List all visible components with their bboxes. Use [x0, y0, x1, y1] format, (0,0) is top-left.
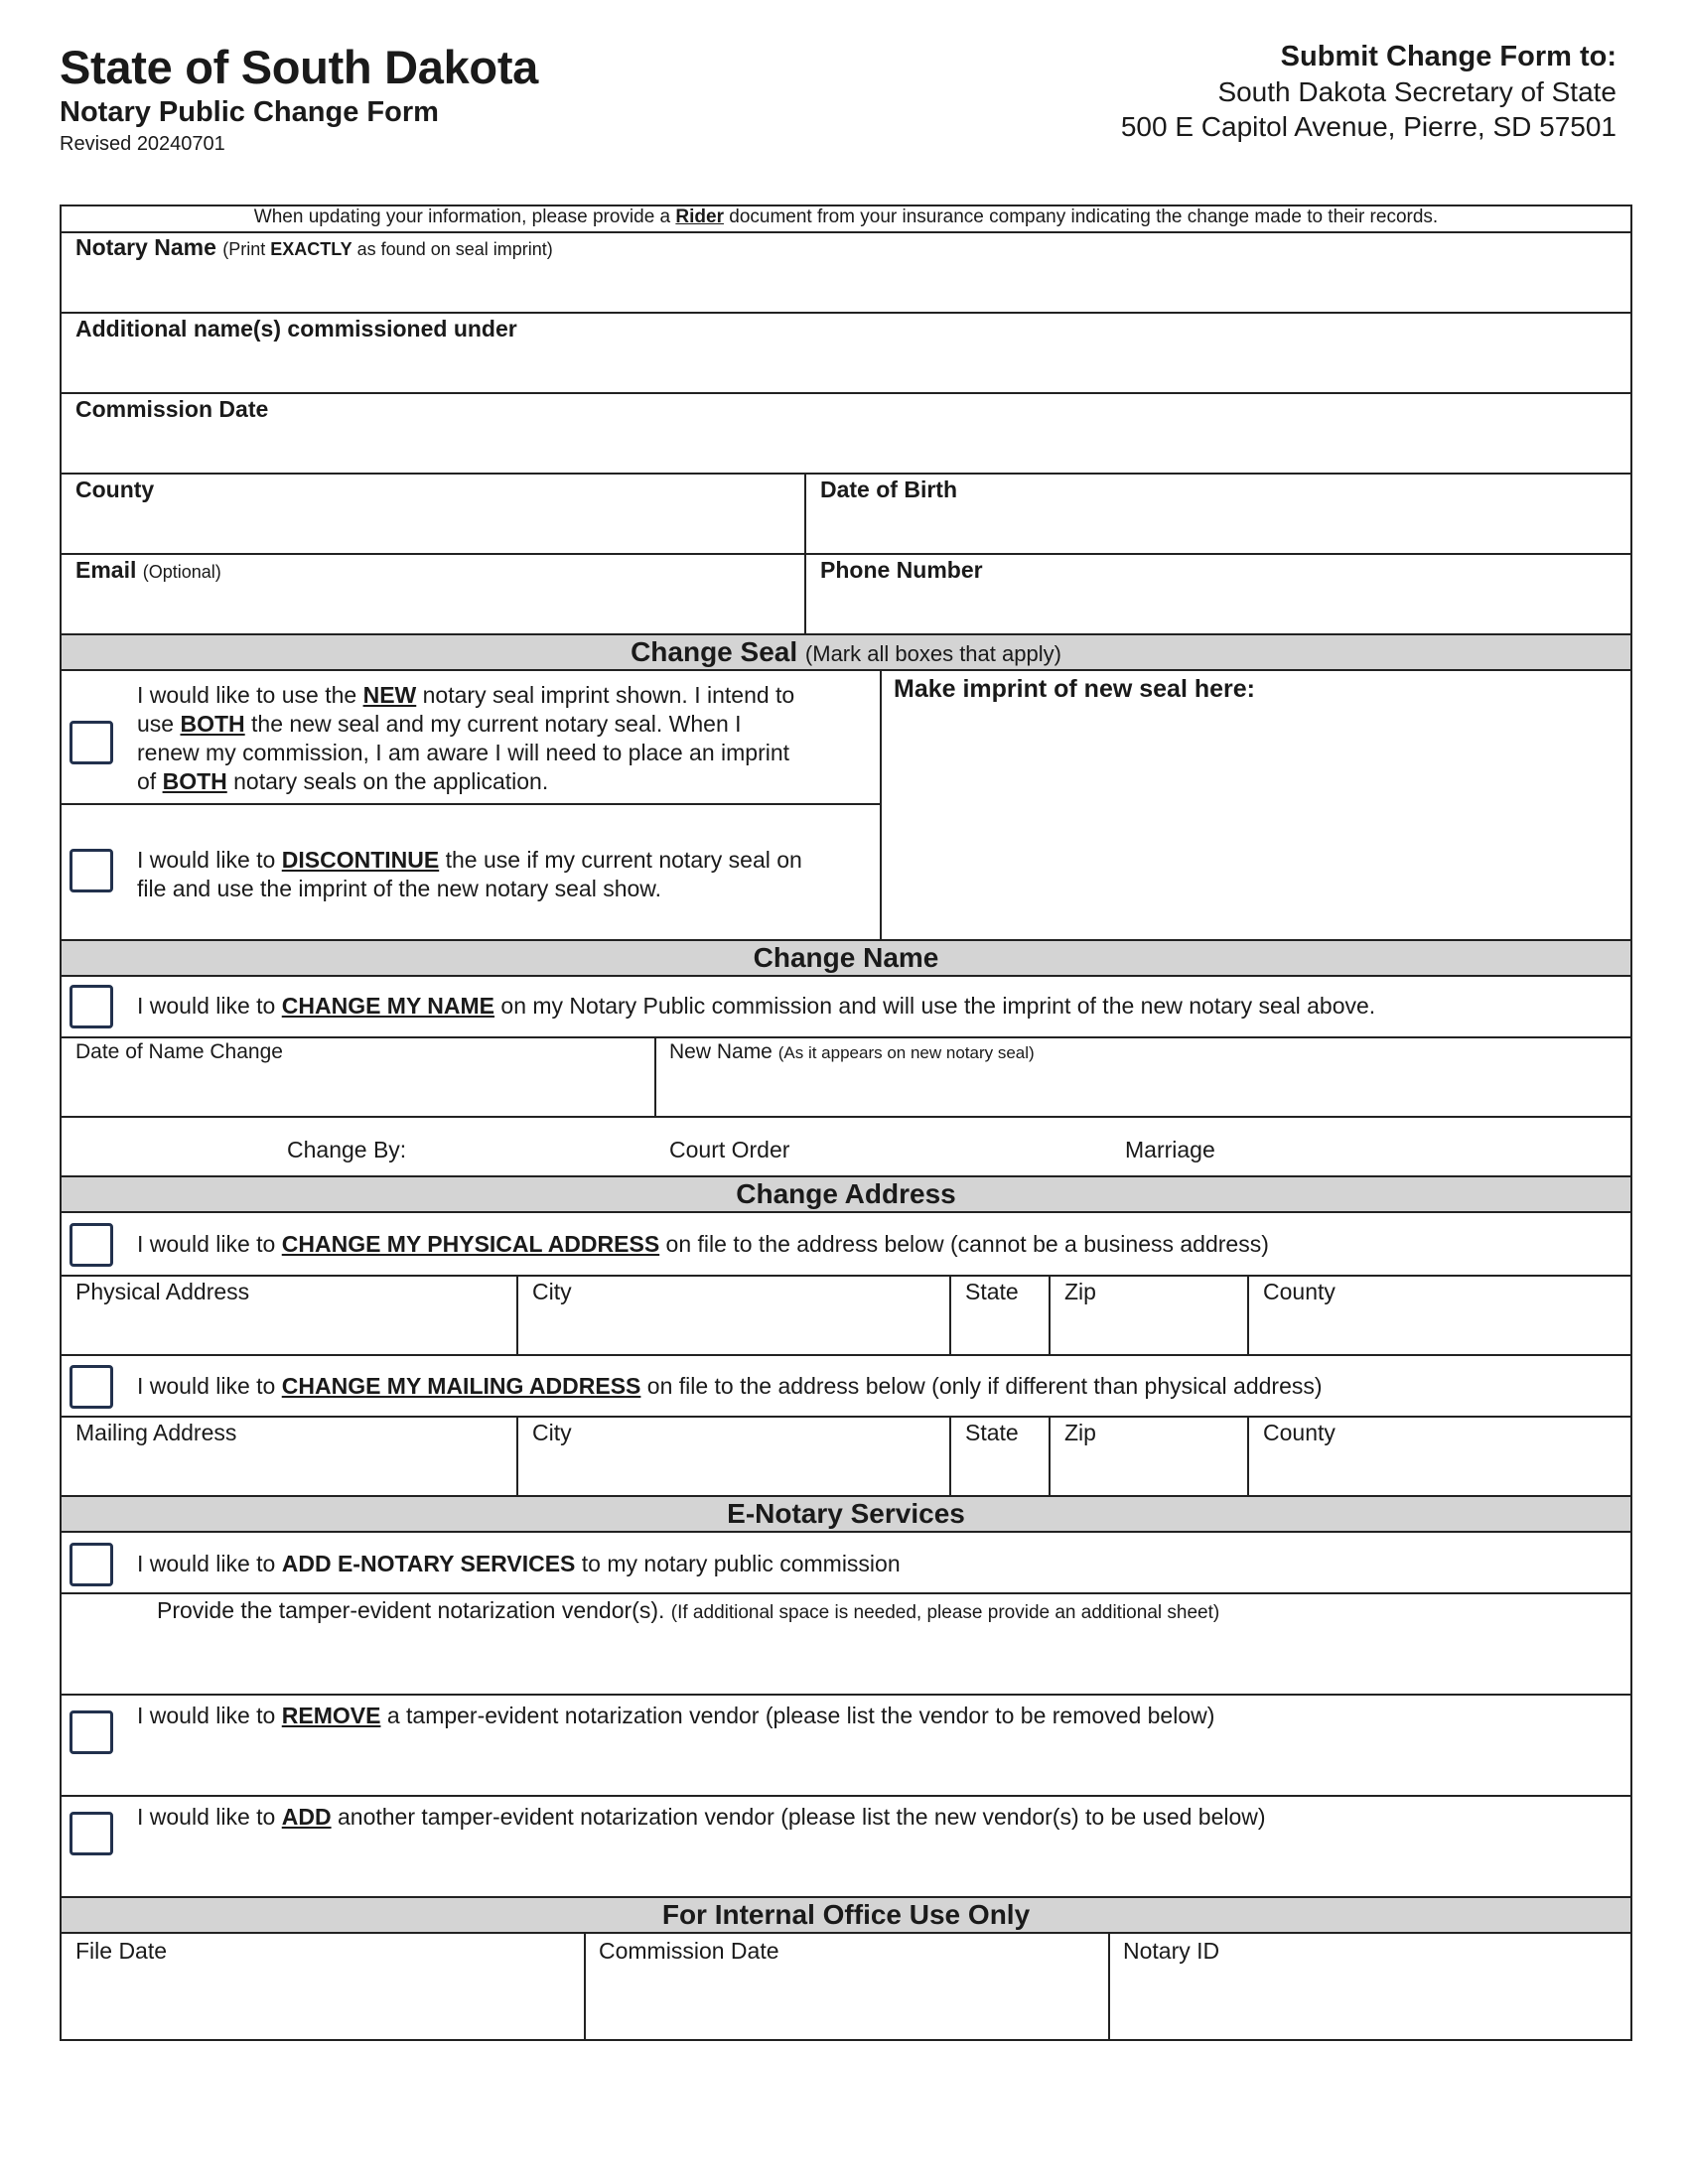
divider — [804, 473, 806, 633]
notary-id-field[interactable]: Notary ID — [1123, 1938, 1220, 1964]
divider — [62, 1036, 1630, 1038]
divider — [62, 392, 1630, 394]
seal-use-both-text — [137, 681, 802, 796]
commission-date-field[interactable]: Commission Date — [75, 396, 269, 422]
seal-opt1-both: BOTH — [180, 711, 245, 737]
submit-address-block — [1121, 40, 1617, 144]
notice-text: When updating your information, please provide a — [253, 206, 676, 227]
divider — [516, 1416, 518, 1497]
notary-name-field[interactable] — [75, 234, 553, 261]
divider — [1049, 1416, 1051, 1497]
seal-use-both-checkbox[interactable] — [70, 721, 113, 764]
change-seal-title: Change Seal — [631, 636, 798, 667]
divider — [880, 671, 882, 939]
change-by-label: Change By: — [287, 1137, 407, 1162]
email-note: (Optional) — [142, 562, 221, 582]
divider — [584, 1934, 586, 2041]
notice-rider: Rider — [675, 206, 724, 227]
internal-commission-date-field[interactable]: Commission Date — [599, 1938, 779, 1964]
seal-imprint-area[interactable]: Make imprint of new seal here: — [894, 675, 1255, 703]
change-address-header — [62, 1175, 1630, 1213]
remove-vendor-text-b: a tamper-evident notarization vendor (please list the vendor to be removed below) — [380, 1703, 1215, 1728]
change-form — [60, 205, 1632, 2041]
divider — [62, 312, 1630, 314]
name-change-date-field[interactable]: Date of Name Change — [75, 1040, 283, 1063]
physical-address-text — [137, 1231, 1269, 1258]
mailing-address-bold: CHANGE MY MAILING ADDRESS — [281, 1373, 641, 1399]
physical-address-checkbox[interactable] — [70, 1223, 113, 1267]
phone-field[interactable]: Phone Number — [820, 557, 983, 583]
divider — [1247, 1275, 1249, 1356]
additional-names-field[interactable]: Additional name(s) commissioned under — [75, 316, 517, 341]
change-address-title: Change Address — [736, 1178, 956, 1209]
divider — [62, 473, 1630, 475]
change-name-text — [137, 993, 1375, 1020]
county-field[interactable]: County — [75, 477, 155, 502]
add-enotary-text-a: I would like to — [137, 1551, 282, 1576]
revision-label: Revised 20240701 — [60, 133, 225, 155]
physical-address-bold: CHANGE MY PHYSICAL ADDRESS — [281, 1231, 660, 1257]
add-enotary-text-b: to my notary public commission — [575, 1551, 901, 1576]
physical-address-text-a: I would like to — [137, 1231, 282, 1257]
change-name-header — [62, 939, 1630, 977]
divider — [62, 1275, 1630, 1277]
date-of-birth-field[interactable]: Date of Birth — [820, 477, 957, 502]
mailing-address-text-a: I would like to — [137, 1373, 282, 1399]
submit-line-2: 500 E Capitol Avenue, Pierre, SD 57501 — [1120, 111, 1617, 142]
remove-vendor-text-a: I would like to — [137, 1703, 282, 1728]
notary-name-note-bold: EXACTLY — [270, 239, 352, 259]
divider — [62, 231, 1630, 233]
add-vendor-text-b: another tamper-evident notarization vendor (please list the new vendor(s) to be used below) — [331, 1804, 1266, 1830]
mailing-county-field[interactable]: County — [1263, 1420, 1336, 1445]
divider — [62, 803, 882, 805]
mailing-city-field[interactable]: City — [532, 1420, 572, 1445]
vendor-field[interactable] — [157, 1597, 1219, 1624]
change-name-text-b: on my Notary Public commission and will use the imprint of the new notary seal above. — [494, 993, 1376, 1019]
divider — [62, 1416, 1630, 1418]
divider — [516, 1275, 518, 1356]
new-name-label: New Name — [669, 1040, 773, 1063]
change-name-title: Change Name — [753, 942, 939, 973]
change-name-checkbox[interactable] — [70, 985, 113, 1028]
internal-use-header — [62, 1896, 1630, 1934]
divider — [949, 1416, 951, 1497]
vendor-label: Provide the tamper-evident notarization vendor(s). — [157, 1597, 665, 1623]
email-field[interactable] — [75, 557, 221, 584]
mailing-address-text-b: on file to the address below (only if different than physical address) — [640, 1373, 1323, 1399]
marriage-option[interactable]: Marriage — [1125, 1137, 1215, 1162]
change-name-text-a: I would like to — [137, 993, 282, 1019]
internal-use-title: For Internal Office Use Only — [661, 1899, 1031, 1930]
mailing-address-field[interactable]: Mailing Address — [75, 1420, 237, 1445]
seal-opt1-both-2: BOTH — [162, 768, 227, 794]
divider — [62, 553, 1630, 555]
add-enotary-checkbox[interactable] — [70, 1543, 113, 1586]
mailing-state-field[interactable]: State — [965, 1420, 1019, 1445]
physical-state-field[interactable]: State — [965, 1279, 1019, 1304]
seal-opt1-new: NEW — [362, 682, 417, 708]
page-title: State of South Dakota — [60, 41, 539, 93]
seal-opt2-discontinue: DISCONTINUE — [281, 847, 440, 873]
seal-opt2-text-a: I would like to — [137, 847, 282, 873]
physical-county-field[interactable]: County — [1263, 1279, 1336, 1304]
vendor-note: (If additional space is needed, please provide an additional sheet) — [670, 1602, 1220, 1623]
submit-line-1: South Dakota Secretary of State — [1217, 76, 1617, 107]
seal-discontinue-text — [137, 846, 802, 903]
seal-opt1-text-d: notary seals on the application. — [226, 768, 549, 794]
seal-opt1-text-a: I would like to use the — [137, 682, 363, 708]
add-enotary-bold: ADD E-NOTARY SERVICES — [281, 1551, 576, 1576]
change-seal-header — [62, 633, 1630, 671]
divider — [654, 1036, 656, 1118]
rider-notice — [62, 206, 1630, 228]
email-label: Email — [75, 557, 137, 583]
remove-vendor-bold: REMOVE — [281, 1703, 381, 1728]
divider — [62, 1795, 1630, 1797]
physical-city-field[interactable]: City — [532, 1279, 572, 1304]
mailing-address-text — [137, 1373, 1323, 1400]
physical-address-field[interactable]: Physical Address — [75, 1279, 250, 1304]
divider — [62, 1592, 1630, 1594]
divider — [62, 1694, 1630, 1696]
change-name-bold: CHANGE MY NAME — [281, 993, 495, 1019]
remove-vendor-checkbox[interactable] — [70, 1710, 113, 1754]
divider — [1108, 1934, 1110, 2041]
enotary-title: E-Notary Services — [727, 1498, 965, 1529]
notary-name-note-end: as found on seal imprint) — [352, 239, 553, 259]
divider — [62, 1354, 1630, 1356]
seal-opt2-text-b: the use if my current notary seal on file and use the imprint of the new notary seal show. — [137, 847, 802, 901]
remove-vendor-text — [137, 1703, 1214, 1729]
seal-discontinue-checkbox[interactable] — [70, 849, 113, 892]
file-date-field[interactable]: File Date — [75, 1938, 168, 1964]
divider — [1247, 1416, 1249, 1497]
physical-zip-field[interactable]: Zip — [1064, 1279, 1096, 1304]
new-name-field[interactable] — [669, 1040, 1035, 1064]
add-enotary-text — [137, 1551, 901, 1577]
change-seal-note: (Mark all boxes that apply) — [804, 641, 1061, 666]
notary-name-label: Notary Name — [75, 234, 216, 260]
seal-opt1-text-c: the new seal and my current notary seal. When I renew my commission, I am aware I will need to place an imprint of — [137, 711, 790, 794]
divider — [949, 1275, 951, 1356]
notice-text-end: document from your insurance company indicating the change made to their records. — [723, 206, 1439, 227]
divider — [1049, 1275, 1051, 1356]
add-vendor-text — [137, 1804, 1266, 1831]
form-subtitle: Notary Public Change Form — [60, 96, 439, 128]
physical-address-text-b: on file to the address below (cannot be a business address) — [659, 1231, 1269, 1257]
new-name-note: (As it appears on new notary seal) — [777, 1043, 1035, 1062]
mailing-address-checkbox[interactable] — [70, 1365, 113, 1409]
add-vendor-text-a: I would like to — [137, 1804, 282, 1830]
notary-name-note: (Print — [222, 239, 271, 259]
add-vendor-checkbox[interactable] — [70, 1812, 113, 1855]
mailing-zip-field[interactable]: Zip — [1064, 1420, 1096, 1445]
court-order-option[interactable]: Court Order — [669, 1137, 790, 1162]
enotary-header — [62, 1495, 1630, 1533]
divider — [62, 1116, 1630, 1118]
add-vendor-bold: ADD — [281, 1804, 332, 1830]
submit-heading: Submit Change Form to: — [1280, 41, 1617, 72]
seal-opt1-text-b: notary seal imprint shown. I intend to use — [137, 682, 795, 737]
